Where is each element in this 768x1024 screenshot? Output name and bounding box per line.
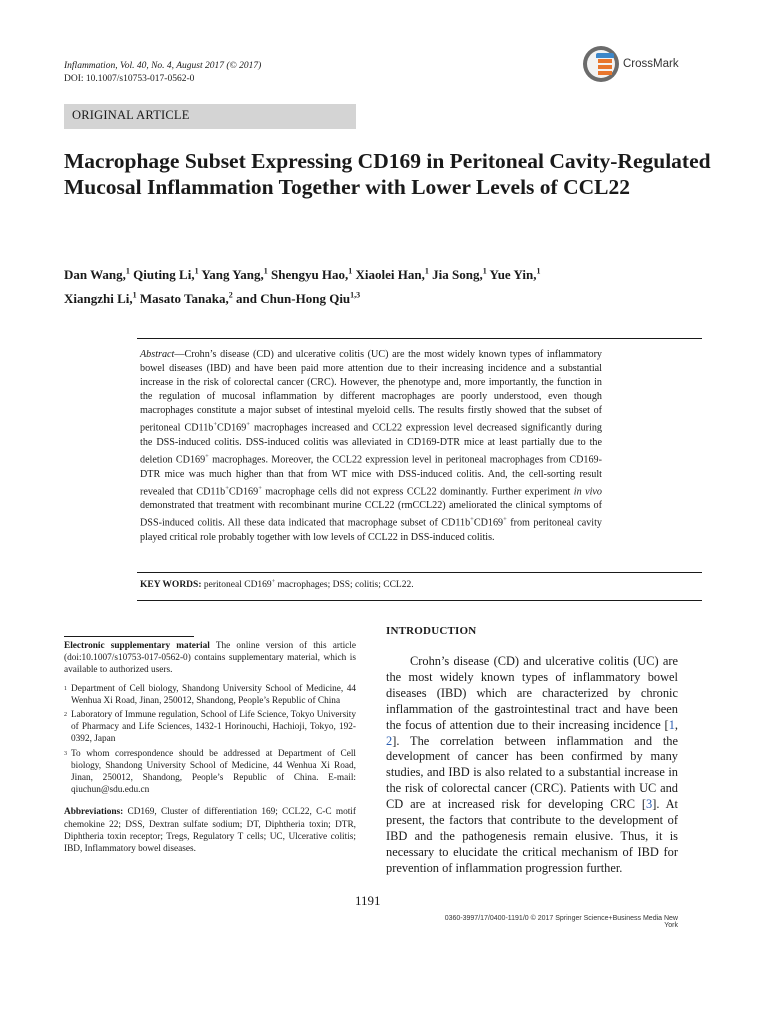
- abstract-top-rule: [137, 338, 702, 339]
- keywords-label: KEY WORDS:: [140, 580, 202, 591]
- abbreviations: Abbreviations: CD169, Cluster of differentiation 169; CCL22, C-C motif chemokine 22; DSS, Dextran sulfate sodium; DT, Diphtheria toxin; DTR, Diphtheria toxin receptor; Tregs, Regulatory T cells; UC, Ulcerative colitis; IBD, Inflammatory bowel diseases.: [64, 807, 356, 855]
- keywords: KEY WORDS: peritoneal CD169+ macrophages; DSS; colitis; CCL22.: [140, 579, 414, 591]
- section-heading-introduction: INTRODUCTION: [386, 625, 477, 637]
- footnotes: [64, 636, 356, 855]
- crossmark-badge[interactable]: [583, 46, 683, 86]
- article-title: Macrophage Subset Expressing CD169 in Peritoneal Cavity-Regulated Mucosal Inflammation Together with Lower Levels of CCL22: [64, 149, 711, 199]
- copyright: 0360-3997/17/0400-1191/0 © 2017 Springer Science+Business Media New York: [444, 915, 678, 929]
- citation-link[interactable]: 1: [668, 717, 675, 732]
- author: Dan Wang,$^1$: [64, 267, 130, 283]
- journal-citation: Inflammation, Vol. 40, No. 4, August 2017 (© 2017): [64, 61, 262, 71]
- affiliation: 3 To whom correspondence should be addressed at Department of Cell biology, Shandong University School of Medicine, 44 Wenhua Xi Road, Jinan, 250012, Shandong, People’s Republic of China. E-mail: qiuchun@sdu.edu.cn: [64, 748, 356, 796]
- abstract-label: Abstract: [140, 349, 175, 360]
- author: Jia Song,$^1$: [432, 267, 487, 283]
- author: Xiangzhi Li,$^1$: [64, 290, 137, 306]
- abstract: Abstract—Crohn’s disease (CD) and ulcerative colitis (UC) are the most widely known types of inflammatory bowel diseases (IBD) and have been paid more attention due to their increasing incidence and a substantial increase in the risk of colorectal cancer (CRC). However, the phenotype and, more importantly, the function in the regulation of mucosal inflammation by different macrophages are poorly understood, even though macrophages constitute a major subset of intestinal myeloid cells. The results firstly showed that the subset of peritoneal CD11b+CD169+ macrophages increased and CCL22 expression level decreased significantly during the DSS-induced colitis. DSS-induced colitis was alleviated in CD169-DTR mice at least partially due to the deletion CD169+ macrophages. Moreover, the CCL22 expression level in peritoneal macrophages from CD169-DTR mice was much higher than that from WT mice with DSS-induced colitis. And, the cell-sorting result revealed that CD11b+CD169+ macrophage cells did not express CCL22 dominantly. Further experiment in vivo demonstrated that treatment with recombinant murine CCL22 (rmCCL22) ameliorated the clinical symptoms of DSS-induced colitis. All these data indicated that macrophage subset of CD11b+CD169+ from peritoneal cavity played critical role probably together with low levels of CCL22 in DSS-induced colitis.: [140, 349, 602, 543]
- affiliation: 1 Department of Cell biology, Shandong University School of Medicine, 44 Wenhua Xi Road, Jinan, 250012, Shandong, People’s Republic of China: [64, 683, 356, 706]
- crossmark-label: CrossMark: [623, 58, 679, 70]
- author-list: [64, 262, 714, 309]
- author: Yang Yang,$^1$: [201, 267, 268, 283]
- author: Qiuting Li,$^1$: [133, 267, 199, 283]
- keywords-rule: [137, 600, 702, 601]
- esm-note: Electronic supplementary material The online version of this article (doi:10.1007/s10753-017-0562-0) contains supplementary material, which is available to authorized users.: [64, 641, 356, 676]
- page-number: 1191: [355, 893, 381, 908]
- author: and Chun-Hong Qiu$^{1,3}$: [236, 290, 361, 306]
- article-type-bar: [64, 104, 356, 129]
- citation-link[interactable]: 3: [646, 797, 653, 812]
- author: Xiaolei Han,$^1$: [355, 267, 429, 283]
- author: Yue Yin,$^1$: [489, 267, 541, 283]
- abstract-bottom-rule: [137, 572, 702, 573]
- journal-meta: [64, 60, 261, 86]
- author: Shengyu Hao,$^1$: [270, 267, 353, 283]
- doi[interactable]: DOI: 10.1007/s10753-017-0562-0: [64, 74, 195, 84]
- introduction-paragraph: Crohn’s disease (CD) and ulcerative colitis (UC) are the most widely known types of inflammatory bowel diseases (IBD) which are characterized by chronic inflammation of the gastrointestinal tract and have been the focus of attention due to their increasing incidence [1, 2]. The correlation between inflammation and the development of cancer has been confirmed by many studies, and IBD is also related to a substantial increase in the risk of colorectal cancer (CRC). Patients with UC and CD are at increased risk for developing CRC [3]. At present, the factors that contribute to the development of IBD and the pathogenesis remain elusive. Thus, it is necessary to elucidate the critical mechanism of IBD for prevention of inflammation progression further.: [386, 654, 678, 875]
- affiliation: 2 Laboratory of Immune regulation, School of Life Science, Tokyo University of Pharmacy and Life Sciences, 1432-1 Horinouchi, Hachioji, Tokyo, 192-0392, Japan: [64, 710, 356, 745]
- footnote-separator: [64, 636, 194, 637]
- article-type: ORIGINAL ARTICLE: [72, 108, 190, 122]
- crossmark-icon: [583, 46, 619, 82]
- citation-link[interactable]: 2: [386, 733, 393, 748]
- author: Masato Tanaka,$^2$: [139, 290, 233, 306]
